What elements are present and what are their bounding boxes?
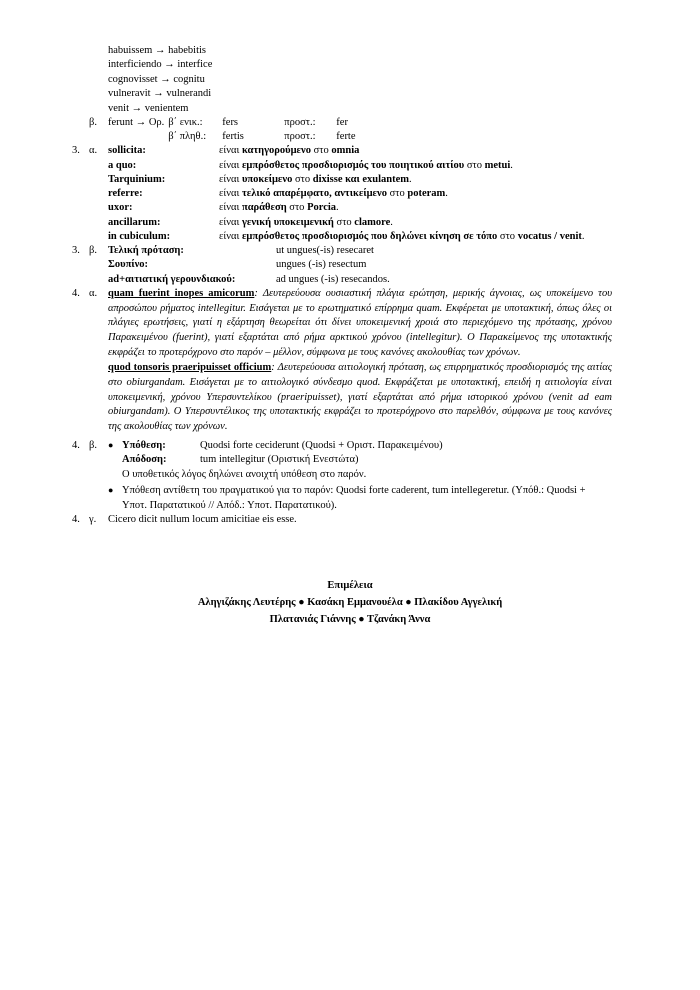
- syntax-reference: clamore: [354, 216, 391, 228]
- protasis-label: Υπόθεση:: [122, 439, 166, 451]
- clause-text: : Δευτερεύουσα ουσιαστική πλάγια ερώτηση, μερικής άγνοιας, ως υποκείμενο του απροσώπου ρήματος intellegitur. Εισάγεται με το ερωτηματικό επίρρημα quam. Εκφέρεται με υποτακτική, όπως όλες οι πλάγιες ερωτήσεις, γιατί η εξάρτηση θεωρείται ότι δίνει υποκειμενική χροιά στο περιεχόμενο της πρότασης, χρόνου Παρακειμένου (fuerint), γιατί εξαρτάται από ρήμα αρκτικού χρόνου (intellegitur). Ο Παρακείμενος της υποτακτικής εκφράζει το προτερόχρονο στο παρόν – μέλλον, σύμφωνα με τους κανόνες ακολουθίας των χρόνων.: [108, 287, 613, 358]
- table-row: [168, 130, 355, 144]
- apodosis-label: Απόδοση:: [122, 454, 167, 466]
- syntax-pre: είναι: [219, 145, 242, 157]
- clause-analysis-paragraph-2: [108, 361, 612, 434]
- conditional-transform-line-1: Υπόθεση αντίθετη του πραγματικού για το παρόν: Quodsi forte caderent, tum intellegeretur. (Υπόθ.: Quodsi +: [122, 485, 586, 497]
- table-row: [108, 216, 612, 230]
- syntax-role: γενική υποκειμενική: [241, 216, 334, 228]
- syntax-connector: στο: [286, 202, 308, 214]
- clause-text: : Δευτερεύουσα αιτιολογική πρόταση, ως επιρρηματικός προσδιορισμός της αιτίας στο obiurgandam. Εισάγεται με το αιτιολογικό σύνδεσμο quod. Εκφράζεται με υποτακτική, επειδή η αιτιολογία είναι υποκειμενική, χρόνου Υπερσυντελίκου (praeripuisset), γιατί εξαρτάται από ρήμα ιστορικού χρόνου (venit ad eam obiurgandam). Ο Υπερσυντέλικος της υποτακτικής εκφράζει το προτερόχρονο στο παρελθόν, σύμφωνα με τους κανόνες της ακολουθίας των χρόνων.: [108, 362, 613, 433]
- protasis-value: Quodsi forte ceciderunt (Quodsi + Οριστ. Παρακειμένου): [200, 439, 443, 451]
- apodosis-value: tum intellegitur (Οριστική Ενεστώτα): [200, 454, 359, 466]
- table-row: [108, 258, 390, 272]
- table-row: [122, 439, 443, 453]
- section-3b-letter: β.: [89, 245, 97, 257]
- syntax-reference: poteram: [407, 188, 446, 200]
- syntax-reference: dixisse και exulantem: [312, 173, 410, 185]
- syntax-pre: είναι: [219, 159, 242, 171]
- syntax-tail: .: [510, 159, 513, 171]
- table-row: [108, 201, 612, 215]
- transformation-table: [108, 244, 390, 287]
- clause-lemma: quam fuerint inopes amicorum: [108, 287, 255, 299]
- transformation-value: ad ungues (-is) resecandos.: [276, 273, 390, 285]
- list-item: [108, 439, 612, 482]
- list-item: habuissem → habebitis: [108, 45, 206, 56]
- section-4b-number: 4.: [72, 439, 80, 451]
- syntax-reference: metui: [484, 159, 511, 171]
- syntax-term: ancillarum:: [108, 216, 161, 228]
- syntax-role: εμπρόσθετος προσδιορισμός του ποιητικού αιτίου: [241, 159, 465, 171]
- footer-authors-line-1: Αληγιζάκης Λευτέρης ● Κασάκη Εμμανουέλα ● Πλακίδου Αγγελική: [197, 597, 503, 609]
- ferunt-table: [168, 116, 355, 144]
- syntax-definition: [219, 230, 612, 244]
- section-4a: [72, 287, 612, 435]
- list-item: vulneravit → vulnerandi: [108, 88, 212, 100]
- ferunt-imperative-form: ferte: [336, 131, 356, 143]
- syntax-connector: στο: [386, 188, 408, 200]
- syntax-role: κατηγορούμενο: [241, 145, 311, 157]
- syntax-term: uxor:: [108, 202, 133, 214]
- ferunt-imperative-form: fer: [336, 117, 348, 129]
- transformation-value: ut ungues(-is) resecaret: [276, 245, 374, 257]
- ferunt-form: fers: [222, 117, 239, 129]
- conditional-note: Ο υποθετικός λόγος δηλώνει ανοιχτή υπόθεση στο παρόν.: [122, 468, 367, 480]
- section-3b-number: 3.: [72, 245, 80, 257]
- section-3a-letter: α.: [89, 145, 98, 157]
- section-4c-number: 4.: [72, 514, 80, 526]
- syntax-definition: [219, 216, 612, 230]
- ferunt-form: fertis: [222, 131, 244, 143]
- ferunt-block: [89, 116, 612, 144]
- conditional-block-1: [122, 439, 612, 482]
- footer-authors-line-2: Πλατανιάς Γιάννης ● Τζανάκη Άννα: [269, 613, 431, 625]
- ferunt-marker: β.: [89, 117, 97, 129]
- list-item: [108, 484, 612, 513]
- ferunt-person: β΄ πληθ.:: [168, 131, 207, 143]
- conditional-table: [122, 439, 443, 468]
- syntax-pre: είναι: [219, 216, 242, 228]
- table-row: [122, 453, 443, 467]
- table-row: [108, 173, 612, 187]
- section-3a-number: 3.: [72, 145, 80, 157]
- ferunt-imperative-label: προστ.:: [284, 117, 316, 129]
- syntax-tail: .: [336, 202, 339, 214]
- conversion-list: [108, 44, 612, 116]
- conditional-transform-line-2: Υποτ. Παρατατικού // Απόδ.: Υποτ. Παρατατικού).: [122, 499, 337, 511]
- syntax-reference: omnia: [331, 145, 360, 157]
- document-body: [72, 44, 612, 527]
- syntax-term: Tarquinium:: [108, 173, 166, 185]
- table-row: [108, 159, 612, 173]
- syntax-term: referre:: [108, 188, 143, 200]
- syntax-pre: είναι: [219, 230, 242, 242]
- syntax-definition: [219, 201, 612, 215]
- syntax-connector: στο: [292, 173, 313, 185]
- syntax-connector: στο: [311, 145, 332, 157]
- syntax-reference: vocatus / venit: [517, 230, 582, 242]
- footer-heading: Επιμέλεια: [327, 580, 373, 591]
- table-row: [108, 244, 390, 258]
- bullet-icon: ●: [108, 439, 114, 450]
- section-4c-text: Cicero dicit nullum locum amicitiae eis esse.: [108, 514, 297, 526]
- ferunt-imperative-label: προστ.:: [284, 131, 316, 143]
- syntax-pre: είναι: [219, 188, 242, 200]
- clause-analysis-paragraph-1: [108, 287, 612, 360]
- syntax-pre: είναι: [219, 173, 242, 185]
- syntax-definition: [219, 187, 612, 201]
- section-4a-letter: α.: [89, 287, 98, 299]
- section-4a-number: 4.: [72, 287, 80, 299]
- transformation-label: Τελική πρόταση:: [108, 245, 184, 257]
- syntax-tail: .: [409, 173, 412, 185]
- syntax-connector: στο: [333, 216, 355, 228]
- section-3a: [72, 144, 612, 244]
- syntax-connector: στο: [497, 230, 518, 242]
- document-footer: [0, 578, 700, 628]
- syntax-role: παράθεση: [241, 202, 287, 214]
- transformation-label: Σουπίνο:: [108, 259, 149, 271]
- clause-lemma: quod tonsoris praeripuisset officium: [108, 362, 272, 374]
- table-row: [108, 230, 612, 244]
- syntax-pre: είναι: [219, 202, 242, 214]
- syntax-definition: [219, 144, 612, 158]
- list-item: cognovisset → cognitu: [108, 73, 205, 85]
- syntax-role: εμπρόσθετος προσδιορισμός που δηλώνει κίνηση σε τόπο: [241, 230, 498, 242]
- syntax-tail: .: [390, 216, 393, 228]
- syntax-tail: .: [581, 230, 585, 242]
- section-4b: [72, 439, 612, 513]
- ferunt-lead: ferunt → Ορ.: [108, 117, 165, 129]
- syntax-definition: [219, 173, 612, 187]
- section-4c: [72, 513, 612, 527]
- syntax-definition: [219, 159, 612, 173]
- section-4c-letter: γ.: [89, 514, 97, 526]
- syntax-role: υποκείμενο: [241, 173, 293, 185]
- table-row: [168, 116, 355, 130]
- transformation-label: ad+αιτιατική γερουνδιακού:: [108, 273, 236, 285]
- syntax-role: τελικό απαρέμφατο, αντικείμενο: [241, 188, 387, 200]
- section-4b-letter: β.: [89, 439, 97, 451]
- syntax-term: sollicita:: [108, 145, 146, 157]
- syntax-term: a quo:: [108, 159, 137, 171]
- conditional-block-2: [122, 484, 612, 513]
- syntax-connector: στο: [464, 159, 485, 171]
- section-3b: [72, 244, 612, 287]
- syntax-reference: Porcia: [307, 202, 337, 214]
- transformation-value: ungues (-is) resectum: [276, 259, 367, 271]
- table-row: [108, 187, 612, 201]
- bullet-icon: ●: [108, 485, 114, 496]
- syntax-term: in cubiculum:: [108, 230, 171, 242]
- ferunt-person: β΄ ενικ.:: [168, 117, 203, 129]
- table-row: [108, 273, 390, 287]
- syntax-table: [108, 144, 612, 244]
- table-row: [108, 144, 612, 158]
- list-item: venit → venientem: [108, 102, 189, 114]
- list-item: interficiendo → interfice: [108, 59, 213, 71]
- syntax-tail: .: [445, 188, 448, 200]
